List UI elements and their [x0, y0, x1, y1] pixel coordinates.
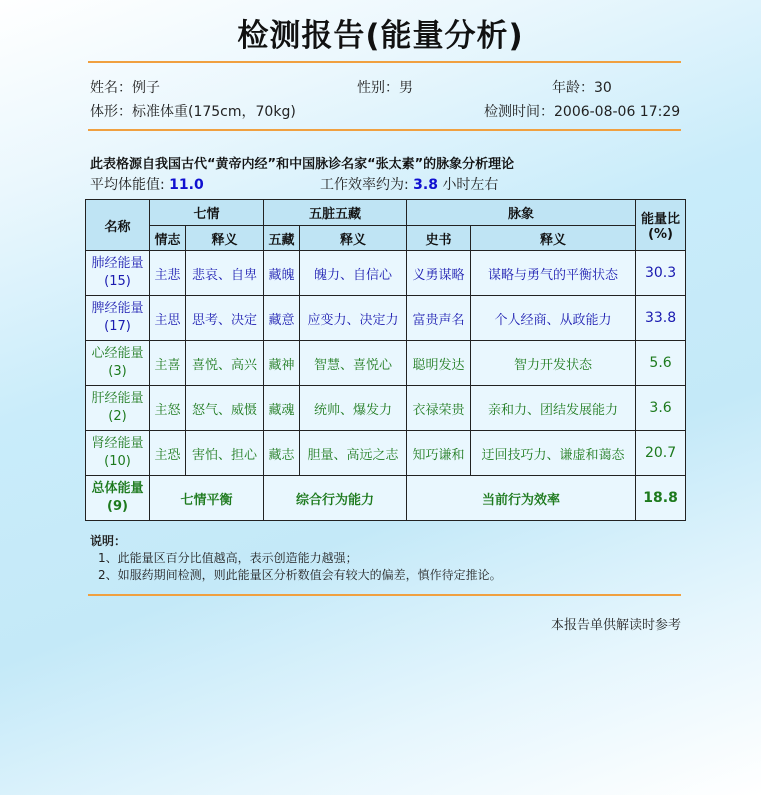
row-qing-exp: 悲哀、自卑: [186, 251, 264, 296]
efficiency-label: 工作效率约为:: [320, 177, 409, 193]
avg-energy-value: 11.0: [169, 177, 204, 193]
header-shiyi-3: 释义: [471, 226, 636, 251]
row-qing-exp: 思考、决定: [186, 296, 264, 341]
efficiency-value: 3.8: [413, 177, 438, 193]
row-shu-exp: 谋略与勇气的平衡状态: [471, 251, 636, 296]
row-cang: 藏魄: [264, 251, 300, 296]
row-shu: 义勇谋略: [407, 251, 471, 296]
row-ratio: 20.7: [636, 431, 686, 476]
row-name: 肾经能量 (10): [86, 431, 150, 476]
notes-heading: 说明：: [90, 534, 127, 548]
row-qing: 主怒: [150, 386, 186, 431]
total-name: 总体能量 (9): [86, 476, 150, 521]
footer-note: 本报告单供解读时参考: [550, 618, 681, 633]
row-cang-exp: 智慧、喜悦心: [300, 341, 407, 386]
header-ratio: [636, 200, 686, 251]
avg-energy: [90, 174, 204, 194]
row-cang-exp: 胆量、高远之志: [300, 431, 407, 476]
row-shu-exp: 个人经商、从政能力: [471, 296, 636, 341]
header-qiqing: 七情: [150, 200, 264, 226]
row-qing-exp: 怒气、威慑: [186, 386, 264, 431]
header-name: 名称: [86, 200, 150, 251]
header-ratio-line1: 能量比: [641, 212, 681, 227]
row-name: 肺经能量 (15): [86, 251, 150, 296]
top-divider: [88, 61, 681, 63]
row-qing: 主恐: [150, 431, 186, 476]
header-wucang: 五藏: [264, 226, 300, 251]
row-cang: 藏志: [264, 431, 300, 476]
row-cang-exp: 统帅、爆发力: [300, 386, 407, 431]
patient-name: 姓名：例子: [90, 80, 160, 96]
note-item: 1、此能量区百分比值越高，表示创造能力越强；: [98, 551, 358, 565]
info-divider: [88, 129, 681, 131]
table-row: [86, 341, 686, 386]
row-ratio: 3.6: [636, 386, 686, 431]
header-shishu: 史书: [407, 226, 471, 251]
row-shu: 富贵声名: [407, 296, 471, 341]
header-shiyi-2: 释义: [300, 226, 407, 251]
row-ratio: 5.6: [636, 341, 686, 386]
bottom-divider: [88, 594, 681, 596]
total-efficiency: 当前行为效率: [407, 476, 636, 521]
row-shu-exp: 迂回技巧力、谦虚和蔼态: [471, 431, 636, 476]
row-cang: 藏神: [264, 341, 300, 386]
row-shu: 知巧谦和: [407, 431, 471, 476]
row-name: 心经能量 (3): [86, 341, 150, 386]
row-ratio: 30.3: [636, 251, 686, 296]
total-row: [86, 476, 686, 521]
energy-table: [85, 199, 686, 521]
header-qingzhi: 情志: [150, 226, 186, 251]
row-ratio: 33.8: [636, 296, 686, 341]
row-qing: 主悲: [150, 251, 186, 296]
total-qiqing: 七情平衡: [150, 476, 264, 521]
total-ratio: 18.8: [636, 476, 686, 521]
test-time: 检测时间：2006-08-06 17:29: [484, 104, 681, 120]
notes: [90, 533, 502, 584]
row-name: 肝经能量 (2): [86, 386, 150, 431]
row-cang: 藏魂: [264, 386, 300, 431]
efficiency-unit: 小时左右: [442, 177, 499, 193]
page-title: 检测报告(能量分析): [237, 18, 524, 54]
header-ratio-line2: (%): [648, 227, 673, 242]
table-row: [86, 296, 686, 341]
header-maixiang: 脉象: [407, 200, 636, 226]
table-row: [86, 386, 686, 431]
total-behavior: 综合行为能力: [264, 476, 407, 521]
work-efficiency: [320, 174, 498, 194]
table-row: [86, 431, 686, 476]
row-cang: 藏意: [264, 296, 300, 341]
source-note: 此表格源自我国古代“黄帝内经”和中国脉诊名家“张太素”的脉象分析理论: [90, 157, 515, 172]
header-shiyi-1: 释义: [186, 226, 264, 251]
row-name: 脾经能量 (17): [86, 296, 150, 341]
header-wuzang: 五脏五藏: [264, 200, 407, 226]
row-cang-exp: 应变力、决定力: [300, 296, 407, 341]
row-qing: 主思: [150, 296, 186, 341]
row-cang-exp: 魄力、自信心: [300, 251, 407, 296]
row-qing: 主喜: [150, 341, 186, 386]
patient-age: 年龄：30: [552, 80, 612, 96]
patient-gender: 性别：男: [357, 80, 413, 96]
row-shu-exp: 智力开发状态: [471, 341, 636, 386]
row-shu: 聪明发达: [407, 341, 471, 386]
row-shu-exp: 亲和力、团结发展能力: [471, 386, 636, 431]
avg-energy-label: 平均体能值:: [90, 177, 165, 193]
note-item: 2、如服药期间检测，则此能量区分析数值会有较大的偏差，慎作待定推论。: [98, 568, 502, 582]
row-shu: 衣禄荣贵: [407, 386, 471, 431]
row-qing-exp: 害怕、担心: [186, 431, 264, 476]
table-row: [86, 251, 686, 296]
row-qing-exp: 喜悦、高兴: [186, 341, 264, 386]
patient-body: 体形：标准体重(175cm，70kg): [90, 104, 296, 120]
